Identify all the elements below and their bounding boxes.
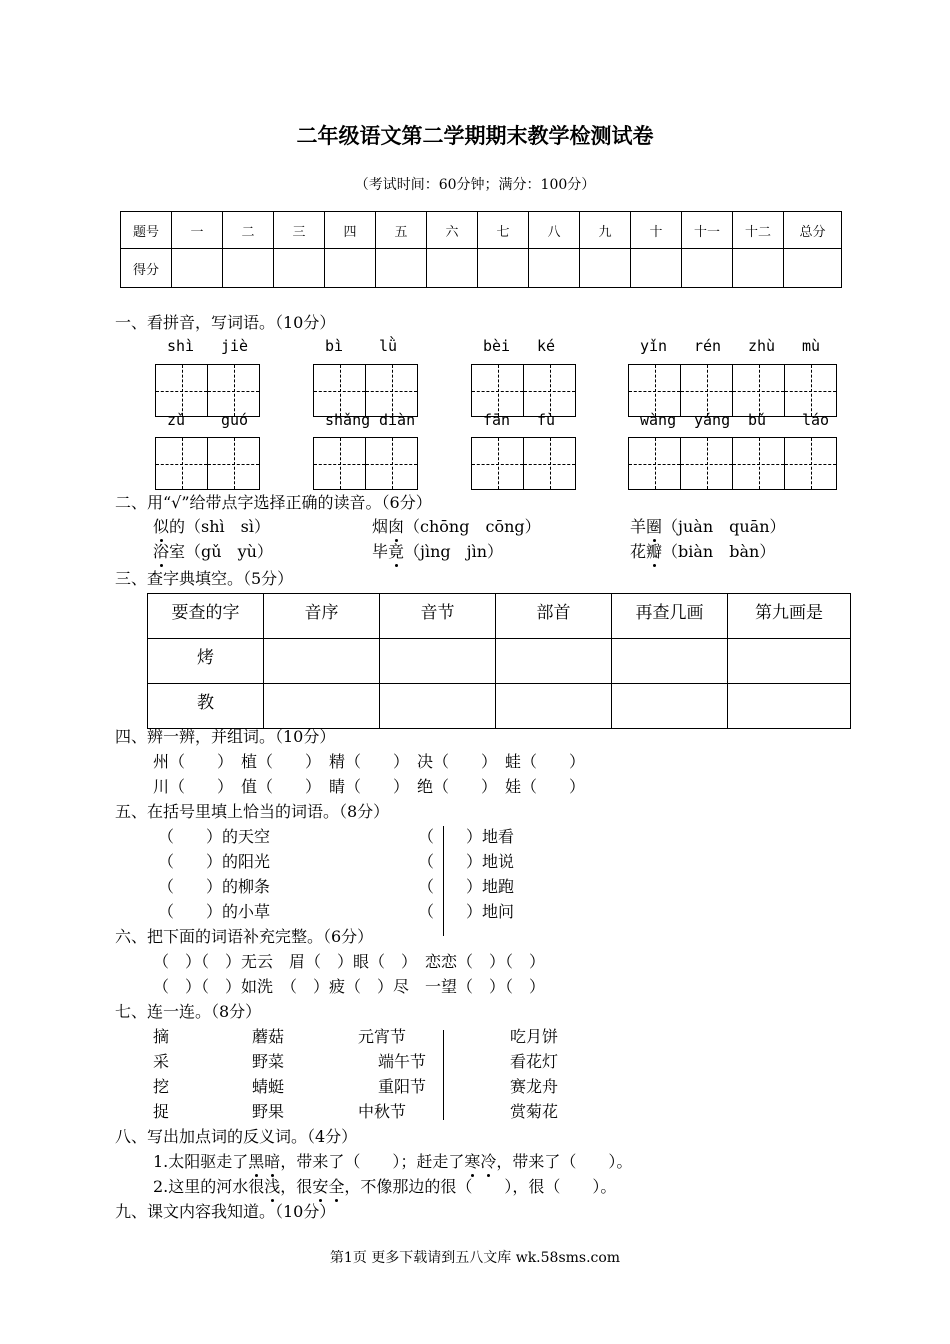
pinyin-options: （juàn quān） (662, 517, 786, 536)
match-item-c3: 元宵节 (358, 1027, 407, 1046)
dict-header-cell: 第九画是 (728, 594, 851, 639)
dict-answer-cell[interactable] (728, 639, 851, 684)
divider-line (443, 1030, 444, 1120)
match-item-c2: 野菜 (252, 1052, 285, 1071)
match-item-c3: 中秋节 (358, 1102, 407, 1121)
score-header-cell: 九 (580, 212, 631, 249)
pinyin-label: fù (537, 411, 556, 429)
pinyin-label: wàng (640, 411, 677, 429)
pronunciation-item (372, 539, 503, 562)
score-header-cell: 八 (529, 212, 580, 249)
dotted-char: 寒 (464, 1152, 481, 1171)
writing-cell[interactable] (628, 437, 681, 490)
pinyin-label: fān (483, 411, 511, 429)
score-input-cell[interactable] (784, 249, 842, 288)
word-char: 花 (630, 542, 647, 561)
writing-cell[interactable] (784, 437, 837, 490)
pronunciation-item (630, 539, 775, 562)
dict-answer-cell[interactable] (496, 684, 612, 729)
match-item-c1: 摘 (153, 1027, 170, 1046)
tian-grid (471, 364, 576, 417)
compare-words-line-2: 川（ ） 值（ ） 睛（ ） 绝（ ） 娃（ ） (153, 777, 586, 796)
writing-cell[interactable] (365, 437, 418, 490)
section-7-heading: 七、连一连。（8分） (115, 1002, 262, 1021)
writing-cell[interactable] (207, 437, 260, 490)
pinyin-options: （biàn bàn） (662, 542, 776, 561)
tian-grid (471, 437, 576, 490)
writing-cell[interactable] (523, 364, 576, 417)
antonym-line-1 (153, 1149, 632, 1172)
dict-answer-cell[interactable] (612, 684, 728, 729)
dotted-char: 冷 (480, 1152, 497, 1171)
dict-answer-cell[interactable] (264, 684, 380, 729)
pinyin-options: （chōng cōng） (404, 517, 541, 536)
dotted-char: 全 (328, 1177, 345, 1196)
score-input-cell[interactable] (631, 249, 682, 288)
score-input-cell[interactable] (325, 249, 376, 288)
dict-answer-cell[interactable] (496, 639, 612, 684)
pinyin-label: mù (802, 337, 821, 355)
tian-grid (313, 437, 418, 490)
writing-cell[interactable] (155, 437, 208, 490)
tian-grid (155, 364, 260, 417)
dict-header-cell: 音序 (264, 594, 380, 639)
writing-cell[interactable] (471, 437, 524, 490)
fill-left-item: （ ）的柳条 (158, 877, 271, 896)
writing-cell[interactable] (628, 364, 681, 417)
word-char: 毕 (372, 542, 389, 561)
fill-right-item: （ ）地看 (418, 827, 515, 846)
dict-answer-cell[interactable] (380, 684, 496, 729)
pinyin-label: yǐn (640, 337, 668, 355)
plain-text: ，不像那边的很（ ），很（ ）。 (344, 1177, 617, 1196)
writing-cell[interactable] (732, 437, 785, 490)
pinyin-options: （gǔ yù） (185, 542, 273, 561)
dict-header-cell: 要查的字 (148, 594, 264, 639)
match-item-c3: 重阳节 (378, 1077, 427, 1096)
match-item-c2: 蘑菇 (252, 1027, 285, 1046)
pinyin-label: ké (537, 337, 556, 355)
tian-grid (628, 364, 837, 417)
writing-cell[interactable] (313, 364, 366, 417)
score-header-cell: 二 (223, 212, 274, 249)
page-title: 二年级语文第二学期期末教学检测试卷 (296, 124, 654, 148)
score-header-cell: 总分 (784, 212, 842, 249)
tian-grid (628, 437, 837, 490)
match-item-c1: 挖 (153, 1077, 170, 1096)
writing-cell[interactable] (313, 437, 366, 490)
word-char: 烟 (372, 517, 389, 536)
dict-header-cell: 再查几画 (612, 594, 728, 639)
dict-answer-cell[interactable] (264, 639, 380, 684)
section-6-heading: 六、把下面的词语补充完整。（6分） (115, 927, 374, 946)
match-item-c2: 野果 (252, 1102, 285, 1121)
score-input-cell[interactable] (478, 249, 529, 288)
tian-grid (155, 437, 260, 490)
dict-header-cell: 音节 (380, 594, 496, 639)
pinyin-label: bèi (483, 337, 511, 355)
pronunciation-item (630, 514, 786, 537)
score-header-cell: 五 (376, 212, 427, 249)
score-header-cell: 题号 (121, 212, 172, 249)
dotted-char: 竟 (388, 542, 405, 561)
pinyin-label: shì (167, 337, 195, 355)
plain-text: 1.太阳驱走了 (153, 1152, 249, 1171)
dotted-char: 瓣 (646, 542, 663, 561)
pinyin-label: bǔ (748, 411, 767, 429)
score-header-cell: 一 (172, 212, 223, 249)
match-item-c4: 赛龙舟 (510, 1077, 559, 1096)
fill-right-item: （ ）地问 (418, 902, 515, 921)
pronunciation-item (153, 539, 273, 562)
plain-text: ，很 (280, 1177, 313, 1196)
plain-text: ，带来了（ ）；赶走了 (280, 1152, 465, 1171)
section-9-heading: 九、课文内容我知道。（10分） (115, 1202, 336, 1221)
pinyin-label: jiè (221, 337, 249, 355)
dict-answer-cell[interactable] (728, 684, 851, 729)
score-input-cell[interactable] (274, 249, 325, 288)
dotted-char: 浴 (153, 542, 170, 561)
dict-answer-cell[interactable] (612, 639, 728, 684)
section-5-heading: 五、在括号里填上恰当的词语。（8分） (115, 802, 390, 821)
exam-info: （考试时间：60分钟；满分：100分） (354, 177, 596, 193)
tian-grid (313, 364, 418, 417)
score-header-cell: 四 (325, 212, 376, 249)
score-header-cell: 三 (274, 212, 325, 249)
writing-cell[interactable] (155, 364, 208, 417)
writing-cell[interactable] (523, 437, 576, 490)
score-table (120, 211, 842, 288)
score-input-cell[interactable] (682, 249, 733, 288)
writing-cell[interactable] (471, 364, 524, 417)
pinyin-label: láo (802, 411, 830, 429)
dotted-char: 暗 (264, 1152, 281, 1171)
idiom-line-2: （ ）（ ）如洗 （ ）疲（ ）尽 一望（ ）（ ） (153, 977, 546, 996)
writing-cell[interactable] (784, 364, 837, 417)
score-input-cell[interactable] (172, 249, 223, 288)
score-input-cell[interactable] (427, 249, 478, 288)
pinyin-label: bì (325, 337, 344, 355)
score-header-cell: 七 (478, 212, 529, 249)
pinyin-label: zhù (748, 337, 776, 355)
section-3-heading: 三、查字典填空。（5分） (115, 569, 294, 588)
pronunciation-item (372, 514, 541, 537)
pinyin-label: shǎng (325, 411, 371, 429)
fill-left-item: （ ）的天空 (158, 827, 271, 846)
dotted-char: 似 (153, 517, 170, 536)
fill-right-item: （ ）地说 (418, 852, 515, 871)
dict-char-cell: 教 (148, 684, 264, 729)
pinyin-label: guó (221, 411, 249, 429)
pronunciation-item (153, 514, 270, 537)
pinyin-label: lǜ (379, 337, 398, 355)
dotted-char: 圈 (646, 517, 663, 536)
score-input-cell[interactable] (580, 249, 631, 288)
divider-line (443, 826, 444, 936)
dotted-char: 浅 (264, 1177, 281, 1196)
score-header-cell: 十 (631, 212, 682, 249)
fill-left-item: （ ）的小草 (158, 902, 271, 921)
fill-right-item: （ ）地跑 (418, 877, 515, 896)
writing-cell[interactable] (365, 364, 418, 417)
section-8-heading: 八、写出加点词的反义词。（4分） (115, 1127, 358, 1146)
dictionary-table (147, 593, 851, 729)
compare-words-line-1: 州（ ） 植（ ） 精（ ） 决（ ） 蛙（ ） (153, 752, 586, 771)
dotted-char: 囱 (388, 517, 405, 536)
match-item-c3: 端午节 (378, 1052, 427, 1071)
word-char: 的 (169, 517, 186, 536)
score-input-cell[interactable] (733, 249, 784, 288)
plain-text: ，带来了（ ）。 (496, 1152, 633, 1171)
score-input-cell[interactable] (376, 249, 427, 288)
idiom-line-1: （ ）（ ）无云 眉（ ）眼（ ） 恋恋（ ）（ ） (153, 952, 546, 971)
section-2-heading: 二、用“√”给带点字选择正确的读音。（6分） (115, 493, 432, 512)
plain-text: 2.这里的河水很 (153, 1177, 265, 1196)
writing-cell[interactable] (680, 364, 733, 417)
word-char: 羊 (630, 517, 647, 536)
dotted-char: 安 (312, 1177, 329, 1196)
dict-answer-cell[interactable] (380, 639, 496, 684)
match-item-c1: 采 (153, 1052, 170, 1071)
score-header-cell: 六 (427, 212, 478, 249)
writing-cell[interactable] (207, 364, 260, 417)
score-header-cell: 十二 (733, 212, 784, 249)
word-char: 室 (169, 542, 186, 561)
match-item-c2: 蜻蜓 (252, 1077, 285, 1096)
section-4-heading: 四、辨一辨，并组词。（10分） (115, 727, 336, 746)
dotted-char: 黑 (248, 1152, 265, 1171)
pinyin-label: zǔ (167, 411, 186, 429)
score-header-cell: 十一 (682, 212, 733, 249)
pinyin-label: diàn (379, 411, 416, 429)
page-footer: 第1页 更多下载请到五八文库 wk.58sms.com (329, 1250, 621, 1266)
pinyin-options: （jìng jìn） (404, 542, 504, 561)
score-input-cell[interactable] (529, 249, 580, 288)
fill-left-item: （ ）的阳光 (158, 852, 271, 871)
dict-header-cell: 部首 (496, 594, 612, 639)
pinyin-label: yáng (694, 411, 731, 429)
match-item-c4: 吃月饼 (510, 1027, 559, 1046)
dict-char-cell: 烤 (148, 639, 264, 684)
pinyin-options: （shì sì） (185, 517, 270, 536)
match-item-c1: 捉 (153, 1102, 170, 1121)
match-item-c4: 赏菊花 (510, 1102, 559, 1121)
score-label-cell: 得分 (121, 249, 172, 288)
match-item-c4: 看花灯 (510, 1052, 559, 1071)
writing-cell[interactable] (732, 364, 785, 417)
antonym-line-2 (153, 1174, 616, 1197)
section-1-heading: 一、看拼音，写词语。（10分） (115, 313, 336, 332)
writing-cell[interactable] (680, 437, 733, 490)
pinyin-label: rén (694, 337, 722, 355)
score-input-cell[interactable] (223, 249, 274, 288)
